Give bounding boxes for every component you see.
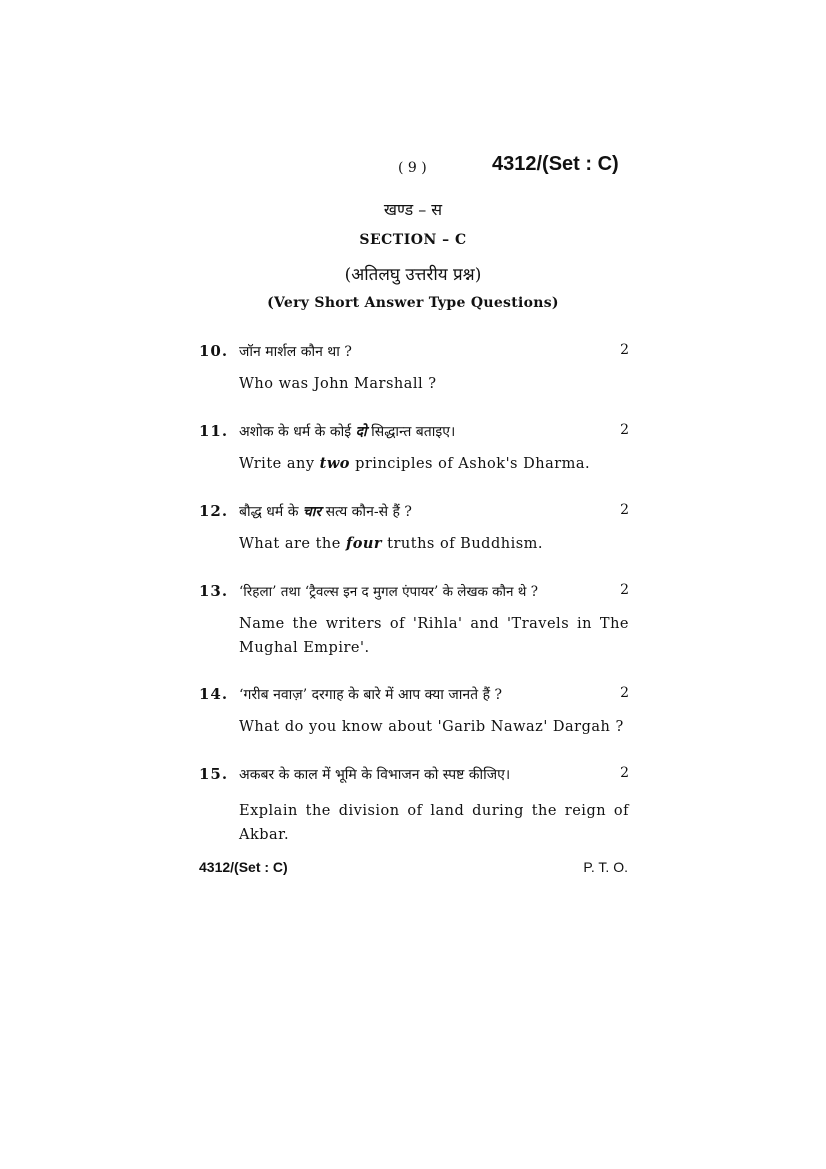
page-number: ( 9 ) xyxy=(398,160,427,176)
question-marks: 2 xyxy=(620,422,629,438)
question-10 xyxy=(199,342,629,396)
emphasis-word: four xyxy=(345,535,383,552)
question-text-hindi: ‘रिहला’ तथा ‘ट्रैवल्स इन द मुगल एंपायर’ के लेखक कौन थे ? xyxy=(239,584,538,600)
question-15 xyxy=(199,765,629,847)
footer-paper-code: 4312/(Set : C) xyxy=(199,859,288,875)
section-subtitle-hindi: (अतिलघु उत्तरीय प्रश्न) xyxy=(344,265,482,285)
question-marks: 2 xyxy=(620,582,629,598)
question-number: 14. xyxy=(199,685,229,703)
question-number: 13. xyxy=(199,582,229,600)
section-subtitle: (Very Short Answer Type Questions) xyxy=(267,295,559,311)
question-marks: 2 xyxy=(620,502,629,518)
paper-code: 4312/(Set : C) xyxy=(492,153,619,175)
question-number: 11. xyxy=(199,422,229,440)
question-12 xyxy=(199,502,629,556)
section-title-hindi: खण्ड – स xyxy=(383,200,443,219)
question-marks: 2 xyxy=(620,685,629,701)
question-text-hindi: अकबर के काल में भूमि के विभाजन को स्पष्ट कीजिए। xyxy=(239,767,511,783)
question-text-english: What are the four truths of Buddhism. xyxy=(239,535,544,552)
question-text-hindi: जॉन मार्शल कौन था ? xyxy=(239,344,352,360)
footer-pto: P. T. O. xyxy=(583,859,628,875)
question-text-english: Explain the division of land during the reign of Akbar. xyxy=(239,803,629,843)
question-text-english: Who was John Marshall ? xyxy=(239,376,437,392)
question-11 xyxy=(199,422,629,476)
question-14 xyxy=(199,685,629,739)
question-text-hindi: बौद्ध धर्म के चार सत्य कौन-से हैं ? xyxy=(239,504,412,520)
section-title: SECTION – C xyxy=(359,232,467,248)
emphasis-word: चार xyxy=(302,504,322,520)
question-number: 15. xyxy=(199,765,229,783)
question-marks: 2 xyxy=(620,342,629,358)
question-13 xyxy=(199,582,629,660)
emphasis-word: two xyxy=(319,455,350,472)
question-text-english: Write any two principles of Ashok's Dharma. xyxy=(239,455,591,472)
question-text-hindi: अशोक के धर्म के कोई दो सिद्धान्त बताइए। xyxy=(239,424,456,440)
question-text-english: Name the writers of 'Rihla' and 'Travels in The Mughal Empire'. xyxy=(239,616,629,656)
question-marks: 2 xyxy=(620,765,629,781)
question-text-hindi: ‘गरीब नवाज़’ दरगाह के बारे में आप क्या जानते हैं ? xyxy=(239,687,502,703)
emphasis-word: दो xyxy=(355,424,367,440)
question-number: 10. xyxy=(199,342,229,360)
question-text-english: What do you know about 'Garib Nawaz' Dargah ? xyxy=(239,719,624,735)
question-number: 12. xyxy=(199,502,229,520)
